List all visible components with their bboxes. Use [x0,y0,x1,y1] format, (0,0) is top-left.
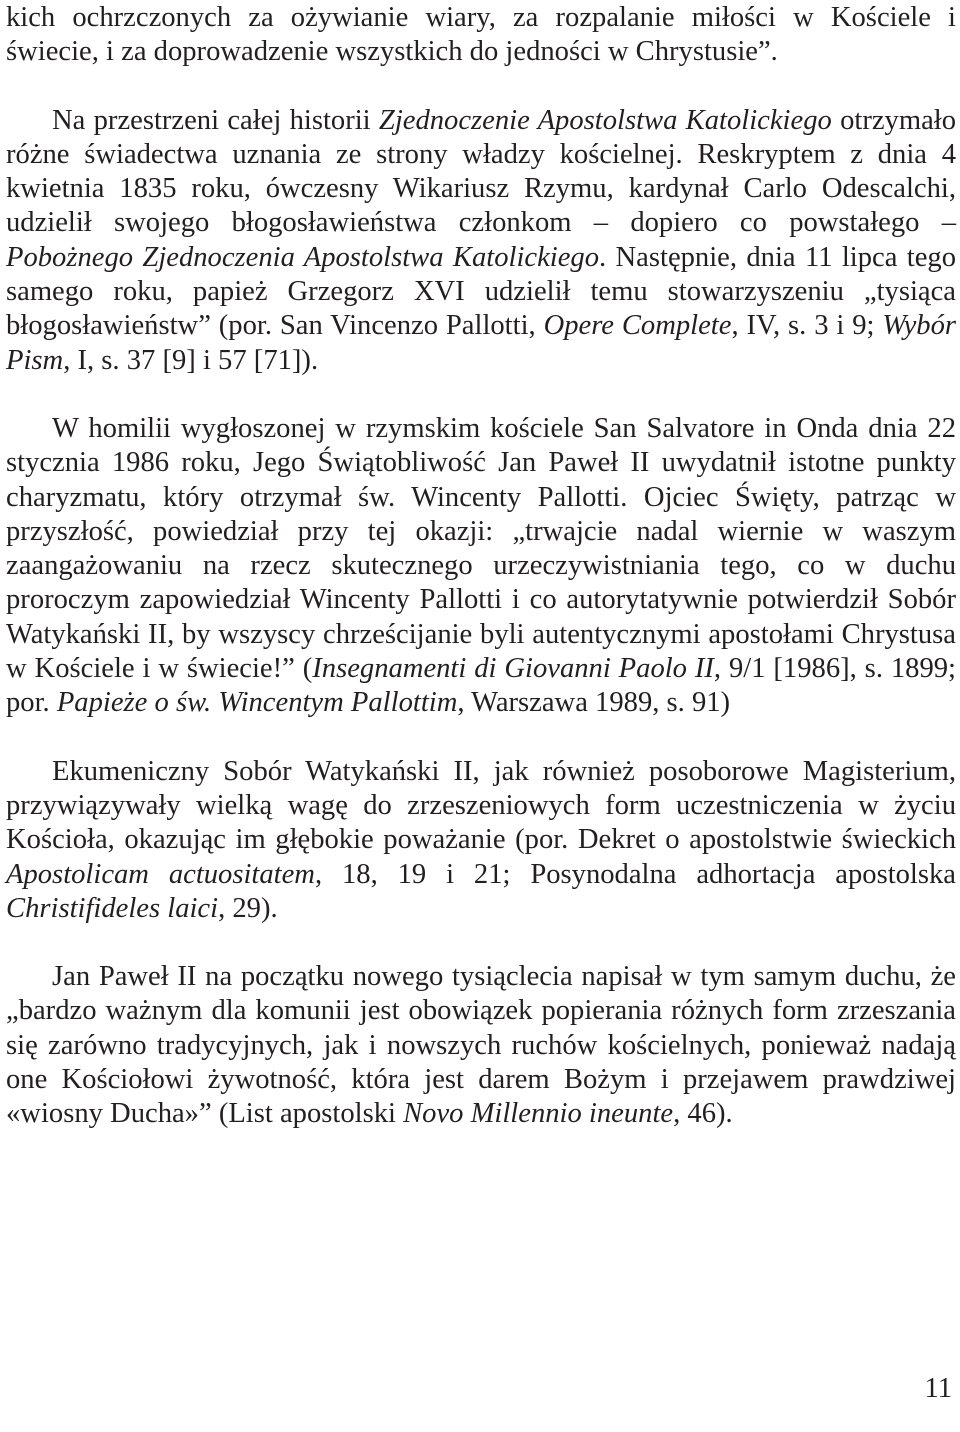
paragraph-continuation [6,0,956,70]
italic-title: Opere Complete [543,310,732,342]
italic-title: Pobożnego Zjednoczenia Apostolstwa Katolickiego [6,241,600,273]
paragraph-millennium [6,960,956,1131]
text-run: , IV, s. 3 i 9; [731,310,883,342]
italic-title: Zjednoczenie Apostolstwa Katolickiego [378,104,832,136]
text-run: Jan Paweł II na początku nowego tysiąclecia napisał w tym samym duchu, że „bardzo ważnym dla komunii jest obowiązek popierania różnych form zrzeszania się zarówno tradycyjnych, jak i nowszych ruchów kościelnych, ponieważ nadają one Kościołowi żywotność, która jest darem Bożym i przejawem prawdziwej «wiosny Ducha»” (List apostolski [6,961,956,1130]
text-run: W homilii wygłoszonej w rzymskim kościele San Salvatore in Onda dnia 22 stycznia 1986 roku, Jego Świątobliwość Jan Paweł II uwydatnił istotne punkty charyzmatu, który otrzymał św. Wincenty Pallotti. Ojciec Święty, patrząc w przyszłość, powiedział przy tej okazji: „trwajcie nadal wiernie w waszym zaangażowaniu na rzecz skutecznego urzeczywistniania tego, co w duchu proroczym zapowiedział Wincenty Pallotti i co autorytatywnie potwierdził Sobór Watykański II, by wszyscy chrześcijanie byli autentycznymi apostołami Chrystusa w Kościele i w świecie!” ( [6,412,956,685]
text-run: , 29). [218,892,278,924]
paragraph-approvals [6,104,956,378]
text-run: kich ochrzczonych za ożywianie wiary, za rozpalanie miłości w Kościele i świecie, i za doprowadzenie wszystkich do jedności w Chrystusie”. [6,2,956,68]
text-run: . Następnie, dnia 11 lipca tego samego roku, papież Grzegorz XVI udzielił temu stowarzyszeniu „tysiąca błogosławieństw” (por. San Vincenzo Pallotti, [6,241,956,342]
text-run: , 18, 19 i 21; Posynodalna adhortacja apostolska [314,858,956,890]
italic-title: Apostolicam actuositatem [6,858,315,890]
text-run: Na przestrzeni całej historii [52,104,379,136]
paragraph-council [6,755,956,926]
text-run: , 46). [673,1098,733,1130]
italic-title: Wybór Pism [6,310,956,376]
italic-title: Christifideles laici [6,892,219,924]
text-run: otrzymało różne świadectwa uznania ze strony władzy kościelnej. Reskryptem z dnia 4 kwietnia 1835 roku, ówczesny Wikariusz Rzymu, kardynał Carlo Odescalchi, udzielił swojego błogosławieństwa członkom – dopiero co powstałego – [6,104,957,239]
text-run: Ekumeniczny Sobór Watykański II, jak również posoborowe Magisterium, przywiązywały wielką wagę do zrzeszeniowych form uczestniczenia w życiu Kościoła, okazując im głębokie poważanie (por. Dekret o apostolstwie świeckich [6,755,956,856]
text-run: , Warszawa 1989, s. 91) [457,687,731,719]
page-body [6,0,956,1132]
italic-title: Insegnamenti di Giovanni Paolo II [312,653,714,685]
text-run: , 9/1 [1986], s. 1899; por. [6,653,956,719]
paragraph-homily [6,412,956,721]
page-number: 11 [924,1373,952,1404]
italic-title: Papieże o św. Wincentym Pallottim [56,687,458,719]
italic-title: Novo Millennio ineunte [403,1098,674,1130]
text-run: , I, s. 37 [9] i 57 [71]). [63,344,319,376]
